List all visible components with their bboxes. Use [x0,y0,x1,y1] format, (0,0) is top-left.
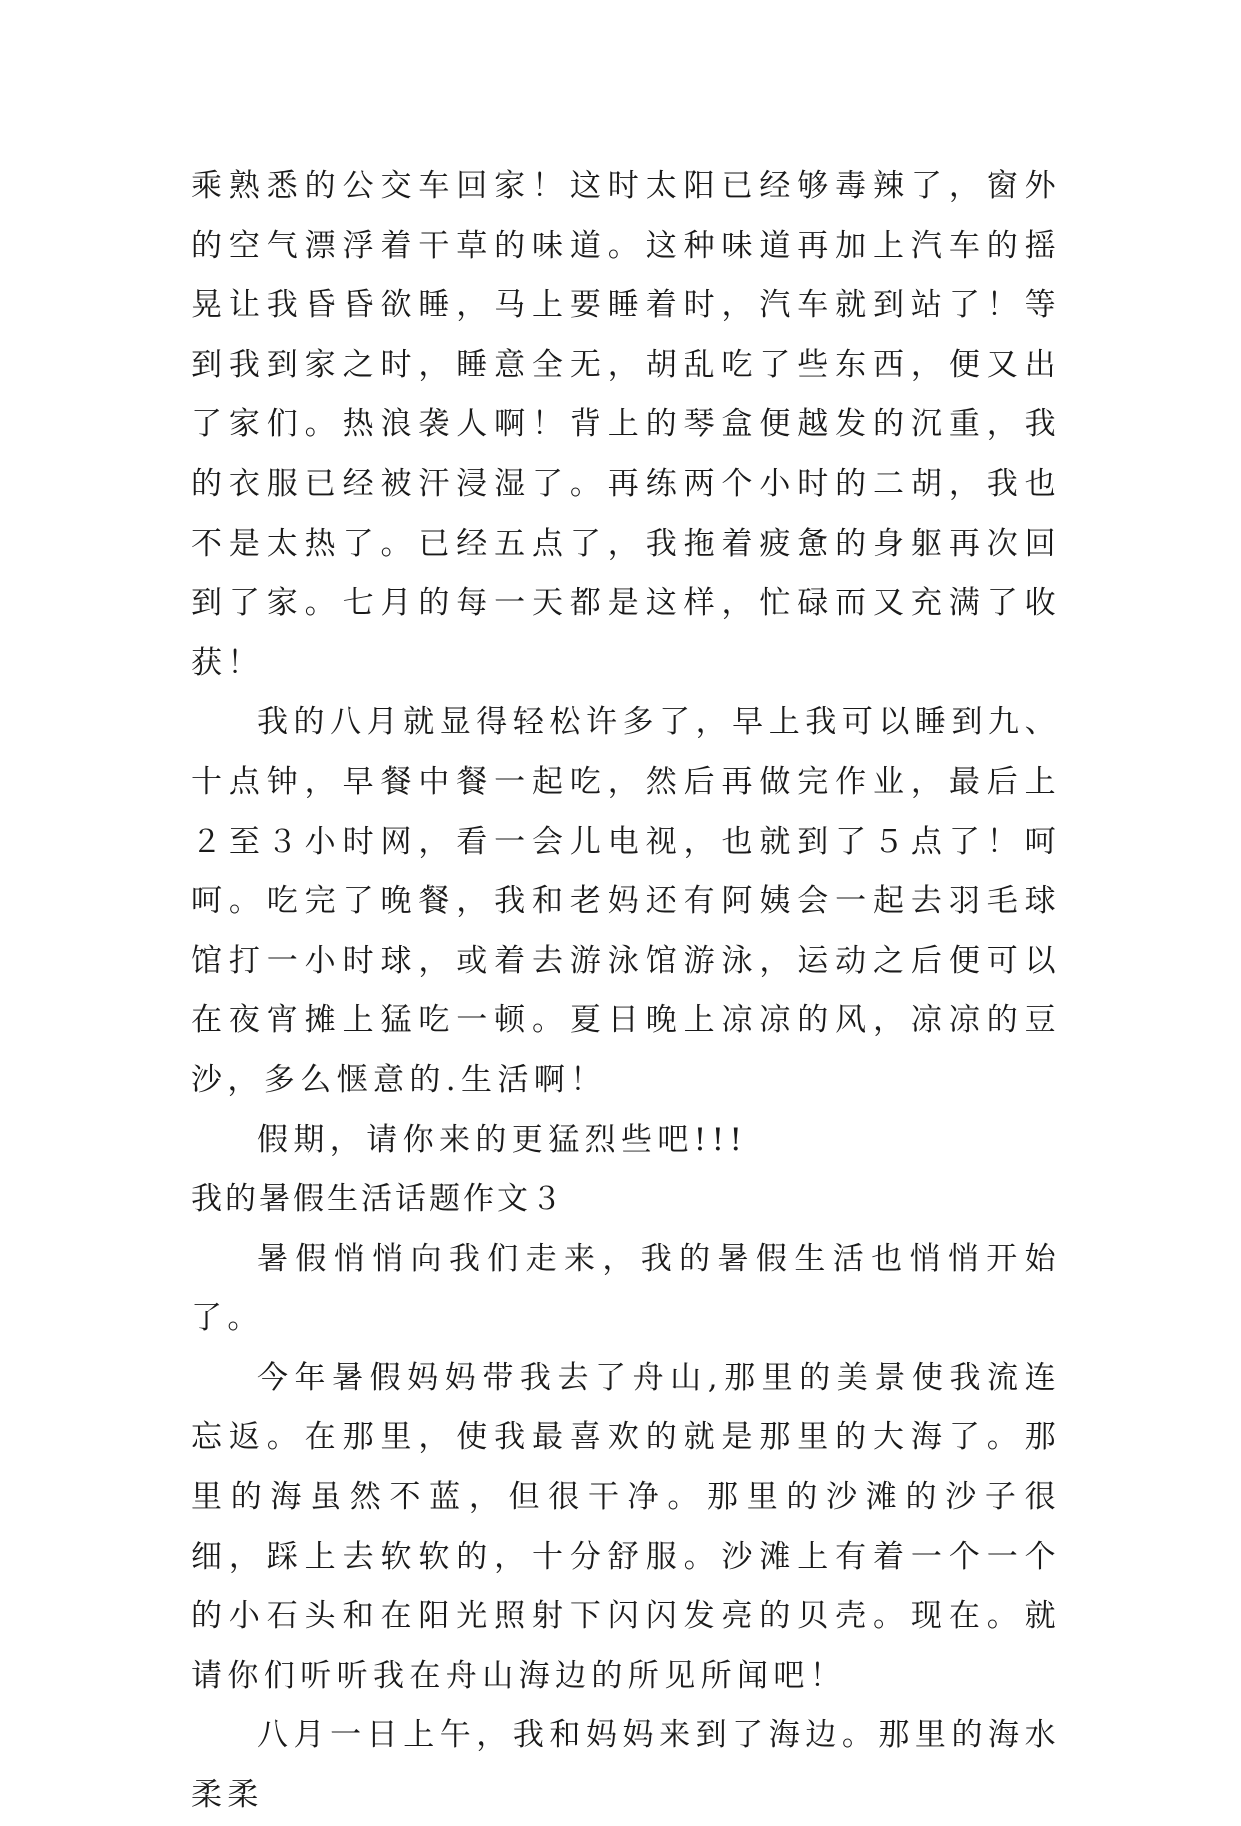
paragraph-closing: 假期，请你来的更猛烈些吧!!! [257,1121,748,1158]
paragraph-zhoushan: 今年暑假妈妈带我去了舟山,那里的美景使我流连忘返。在那里，使我最喜欢的就是那里的大海了。那里的海虽然不蓝，但很干净。那里的沙滩的沙子很细，踩上去软软的，十分舒服。沙滩上有着一个一个的小石头和在阳光照射下闪闪发亮的贝壳。现在。就请你们听听我在舟山海边的所见所闻吧！ [191,1359,1061,1694]
document-body [191,157,1061,1826]
paragraph-continuation: 乘熟悉的公交车回家！这时太阳已经够毒辣了，窗外的空气漂浮着干草的味道。这种味道再加上汽车的摇晃让我昏昏欲睡，马上要睡着时，汽车就到站了！等到我到家之时，睡意全无，胡乱吃了些东西，便又出了家们。热浪袭人啊！背上的琴盒便越发的沉重，我的衣服已经被汗浸湿了。再练两个小时的二胡，我也不是太热了。已经五点了，我拖着疲惫的身躯再次回到了家。七月的每一天都是这样，忙碌而又充满了收获！ [191,168,1061,681]
paragraph-august: 我的八月就显得轻松许多了，早上我可以睡到九、十点钟，早餐中餐一起吃，然后再做完作业，最后上２至３小时网，看一会儿电视，也就到了５点了！呵呵。吃完了晚餐，我和老妈还有阿姨会一起去羽毛球馆打一小时球，或着去游泳馆游泳，运动之后便可以在夜宵摊上猛吃一顿。夏日晚上凉凉的风，凉凉的豆沙，多么惬意的.生活啊！ [191,704,1061,1098]
paragraph-intro: 暑假悄悄向我们走来，我的暑假生活也悄悄开始了。 [191,1240,1061,1337]
paragraph-august-first: 八月一日上午，我和妈妈来到了海边。那里的海水柔柔 [191,1717,1061,1814]
essay-heading: 我的暑假生活话题作文３ [191,1181,565,1218]
